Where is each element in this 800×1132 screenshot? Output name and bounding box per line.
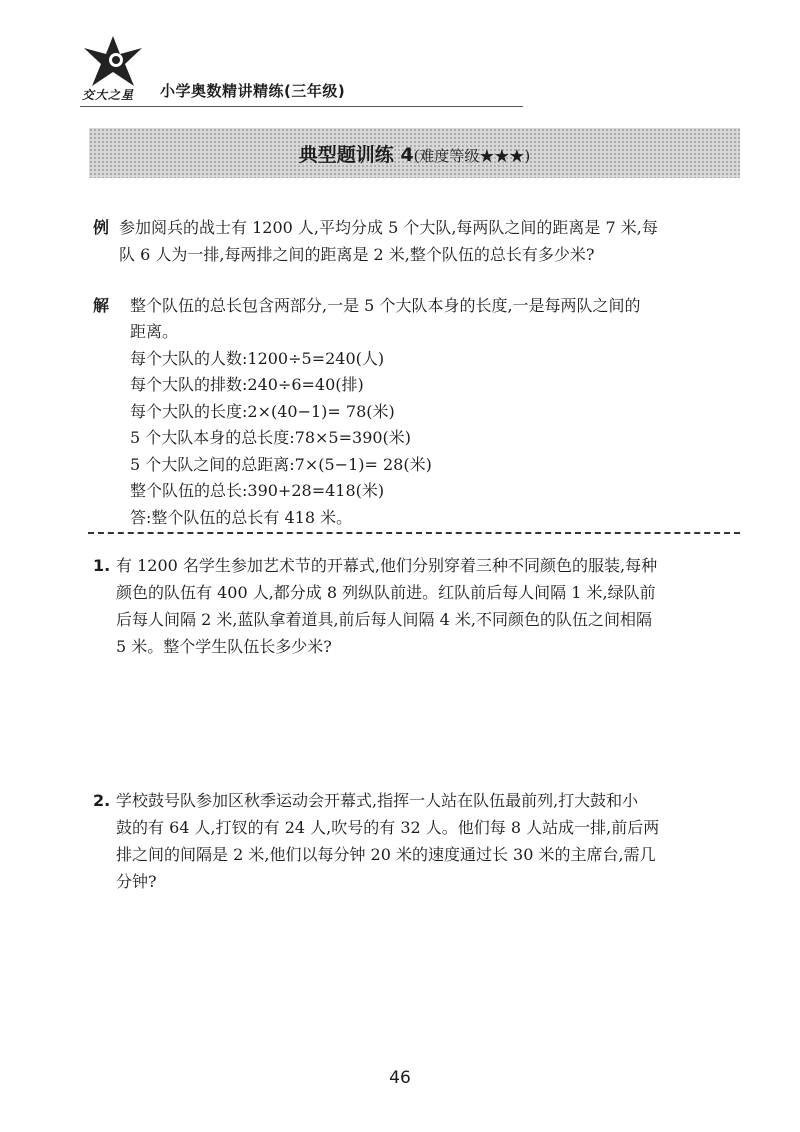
section-title: 典型题训练 4 — [298, 144, 414, 166]
solution-line: 整个队伍的总长:390+28=418(米) — [130, 481, 385, 500]
page-number: 46 — [389, 1068, 411, 1088]
solution-marker: 解 — [93, 296, 110, 315]
problem-line: 分钟? — [116, 872, 157, 891]
difficulty-label: (难度等级★★★) — [413, 147, 531, 165]
problem-line: 鼓的有 64 人,打钗的有 24 人,吹号的有 32 人。他们每 8 人站成一排,前后两 — [116, 818, 660, 837]
solution-line: 每个大队的人数:1200÷5=240(人) — [130, 349, 385, 368]
answer-line: 答:整个队伍的总长有 418 米。 — [130, 508, 353, 527]
example-line: 队 6 人为一排,每两排之间的距离是 2 米,整个队伍的总长有多少米? — [119, 245, 595, 264]
dashed-divider — [88, 532, 740, 534]
solution-line: 整个队伍的总长包含两部分,一是 5 个大队本身的长度,一是每两队之间的 — [130, 296, 641, 315]
problem-line: 学校鼓号队参加区秋季运动会开幕式,指挥一人站在队伍最前列,打大鼓和小 — [116, 791, 639, 810]
solution-line: 5 个大队本身的总长度:78×5=390(米) — [130, 428, 412, 447]
header-rule — [80, 106, 523, 107]
example-marker: 例 — [93, 218, 110, 237]
section-title-wrap — [89, 140, 740, 167]
problem-line: 有 1200 名学生参加艺术节的开幕式,他们分别穿着三种不同颜色的服装,每种 — [116, 556, 658, 575]
problem-number: 1. — [93, 556, 111, 575]
problem-line: 5 米。整个学生队伍长多少米? — [116, 637, 332, 656]
logo-text: 交大之星 — [82, 88, 135, 102]
problem-line: 后每人间隔 2 米,蓝队拿着道具,前后每人间隔 4 米,不同颜色的队伍之间相隔 — [116, 610, 652, 629]
star-logo-icon — [80, 34, 146, 90]
solution-line: 每个大队的长度:2×(40−1)= 78(米) — [130, 402, 395, 421]
section-banner — [89, 128, 740, 178]
problem-number: 2. — [93, 791, 111, 810]
example-line: 参加阅兵的战士有 1200 人,平均分成 5 个大队,每两队之间的距离是 7 米,每 — [119, 218, 658, 237]
problem-line: 排之间的间隔是 2 米,他们以每分钟 20 米的速度通过长 30 米的主席台,需几 — [116, 845, 656, 864]
solution-line: 每个大队的排数:240÷6=40(排) — [130, 375, 364, 394]
solution-line: 距离。 — [130, 322, 179, 341]
problem-line: 颜色的队伍有 400 人,都分成 8 列纵队前进。红队前后每人间隔 1 米,绿队前 — [116, 583, 656, 602]
book-title: 小学奥数精讲精练(三年级) — [160, 82, 346, 100]
solution-line: 5 个大队之间的总距离:7×(5−1)= 28(米) — [130, 455, 432, 474]
